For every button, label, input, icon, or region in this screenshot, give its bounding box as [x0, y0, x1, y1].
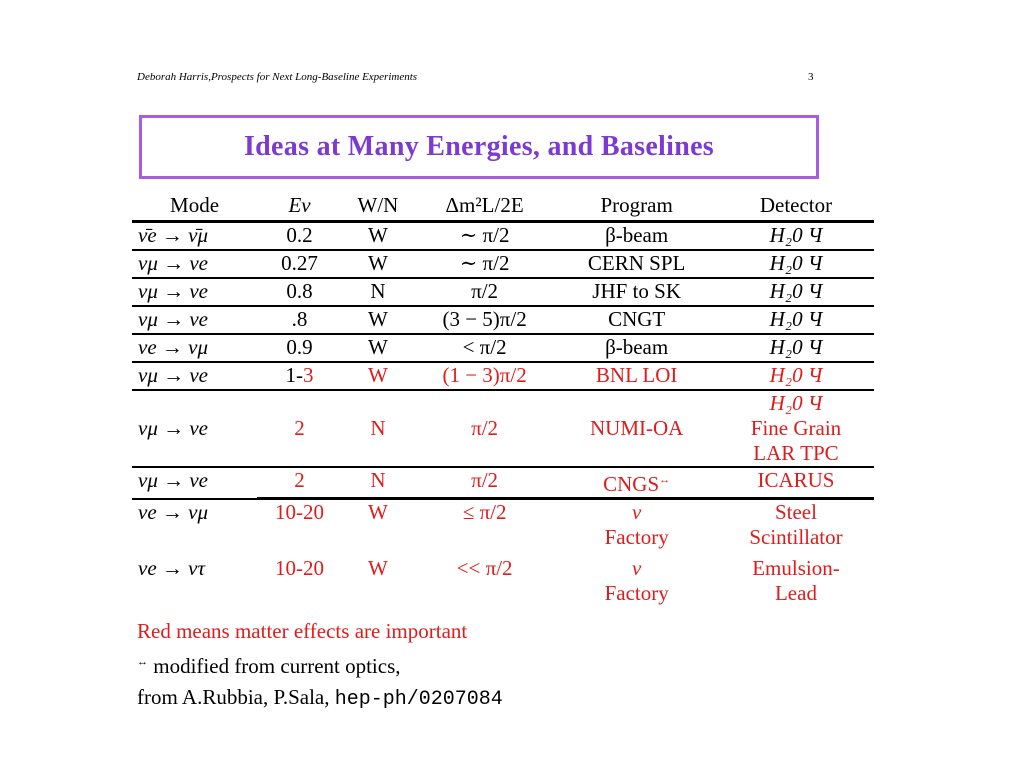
cell-mode: νμ → νe [132, 362, 257, 390]
detector-line-2: Fine Grain [750, 416, 842, 440]
cell-detector: H₂0 Ч [718, 278, 874, 306]
program-line-1: ν [631, 500, 642, 524]
table-row [132, 362, 874, 390]
modified-optics-mark: ↔ [659, 474, 671, 486]
cell-phase: < π/2 [414, 334, 556, 362]
detector-line-2: Lead [774, 581, 817, 605]
cell-wn: W [342, 250, 414, 278]
optics-note-text: modified from current optics, [148, 654, 401, 678]
detector-line-2: Scintillator [749, 525, 843, 549]
cell-detector: H₂0 Ч [718, 306, 874, 334]
energy-black-part: 1- [285, 363, 304, 387]
cell-energy: 0.2 [257, 222, 342, 251]
cell-energy: 10-20 [275, 556, 325, 580]
energy-red-part: 3 [303, 363, 314, 387]
header-author-title: Deborah Harris,Prospects for Next Long-Baseline Experiments [137, 71, 418, 83]
source-prefix: from A.Rubbia, P.Sala, [137, 685, 335, 709]
table-row [132, 306, 874, 334]
col-header-phase: Δm²L/2E [414, 188, 556, 222]
cell-phase: π/2 [414, 467, 556, 499]
detector-line-1: Emulsion- [752, 556, 840, 580]
footnotes [137, 616, 503, 715]
title-box [139, 115, 819, 179]
cell-program: BNL LOI [555, 362, 718, 390]
cell-detector [718, 550, 874, 606]
table-row [132, 499, 874, 551]
page-number: 3 [808, 71, 814, 83]
cell-mode: νe → νμ [132, 334, 257, 362]
detector-line-1: H₂0 Ч [769, 391, 823, 415]
cell-mode: νμ → νe [132, 278, 257, 306]
matter-effects-note: Red means matter effects are important [137, 619, 468, 643]
cell-wn: N [342, 278, 414, 306]
cell-detector: H₂0 Ч [718, 222, 874, 251]
cell-detector: ICARUS [718, 467, 874, 499]
col-header-energy: Eν [257, 188, 342, 222]
detector-line-1: Steel [774, 500, 817, 524]
detector-line-3: LAR TPC [753, 441, 839, 465]
optics-note [137, 647, 503, 682]
table-row [132, 250, 874, 278]
cell-energy: 0.9 [257, 334, 342, 362]
cell-program: NUMI-OA [555, 390, 718, 467]
col-header-mode: Mode [132, 188, 257, 222]
cell-phase: ∼ π/2 [414, 250, 556, 278]
cell-mode: νμ → νe [132, 467, 257, 499]
cell-detector [718, 390, 874, 467]
cell-phase: ∼ π/2 [414, 222, 556, 251]
cell-program [555, 550, 718, 606]
experiments-table [132, 188, 874, 606]
table-header-row [132, 188, 874, 222]
col-header-detector: Detector [718, 188, 874, 222]
cell-energy: 0.27 [257, 250, 342, 278]
program-name: CNGS [603, 472, 660, 496]
cell-phase: π/2 [414, 390, 556, 467]
cell-mode: νe → ντ [138, 556, 205, 580]
cell-program: JHF to SK [555, 278, 718, 306]
col-header-program: Program [555, 188, 718, 222]
cell-wn: W [368, 500, 388, 524]
cell-phase: (1 − 3)π/2 [414, 362, 556, 390]
cell-phase: << π/2 [456, 556, 513, 580]
modified-optics-mark: ↔ [137, 656, 148, 668]
table-row [132, 550, 874, 606]
col-header-wn: W/N [342, 188, 414, 222]
table-row [132, 390, 874, 467]
cell-energy: 10-20 [275, 500, 325, 524]
cell-energy [257, 362, 342, 390]
cell-detector: H₂0 Ч [718, 362, 874, 390]
table-row [132, 278, 874, 306]
cell-mode: νμ → νe [132, 390, 257, 467]
cell-wn: W [342, 306, 414, 334]
cell-mode: νμ → νe [132, 250, 257, 278]
cell-energy: 2 [257, 467, 342, 499]
cell-wn: W [368, 556, 388, 580]
cell-detector [718, 499, 874, 551]
cell-mode: νe → νμ [138, 499, 209, 524]
cell-program [555, 499, 718, 551]
cell-wn: N [342, 390, 414, 467]
source-note [137, 682, 503, 715]
cell-phase: π/2 [414, 278, 556, 306]
cell-wn: W [342, 222, 414, 251]
cell-phase: ≤ π/2 [462, 500, 507, 524]
table-row [132, 334, 874, 362]
cell-mode: ν̄e → ν̄μ [132, 222, 257, 251]
cell-program: β-beam [555, 222, 718, 251]
program-line-2: Factory [604, 581, 669, 605]
cell-detector: H₂0 Ч [718, 334, 874, 362]
cell-detector: H₂0 Ч [718, 250, 874, 278]
table-row [132, 467, 874, 499]
cell-energy: 0.8 [257, 278, 342, 306]
table-row [132, 222, 874, 251]
program-line-1: ν [631, 556, 642, 580]
cell-program [555, 467, 718, 499]
cell-wn: W [342, 334, 414, 362]
cell-wn: W [342, 362, 414, 390]
source-reference: hep-ph/0207084 [334, 688, 503, 711]
slide-title: Ideas at Many Energies, and Baselines [243, 131, 715, 162]
cell-program: CERN SPL [555, 250, 718, 278]
program-line-2: Factory [604, 525, 669, 549]
cell-energy: 2 [257, 390, 342, 467]
cell-program: β-beam [555, 334, 718, 362]
cell-phase: (3 − 5)π/2 [414, 306, 556, 334]
cell-program: CNGT [555, 306, 718, 334]
cell-energy: .8 [257, 306, 342, 334]
cell-mode: νμ → νe [132, 306, 257, 334]
cell-wn: N [342, 467, 414, 499]
